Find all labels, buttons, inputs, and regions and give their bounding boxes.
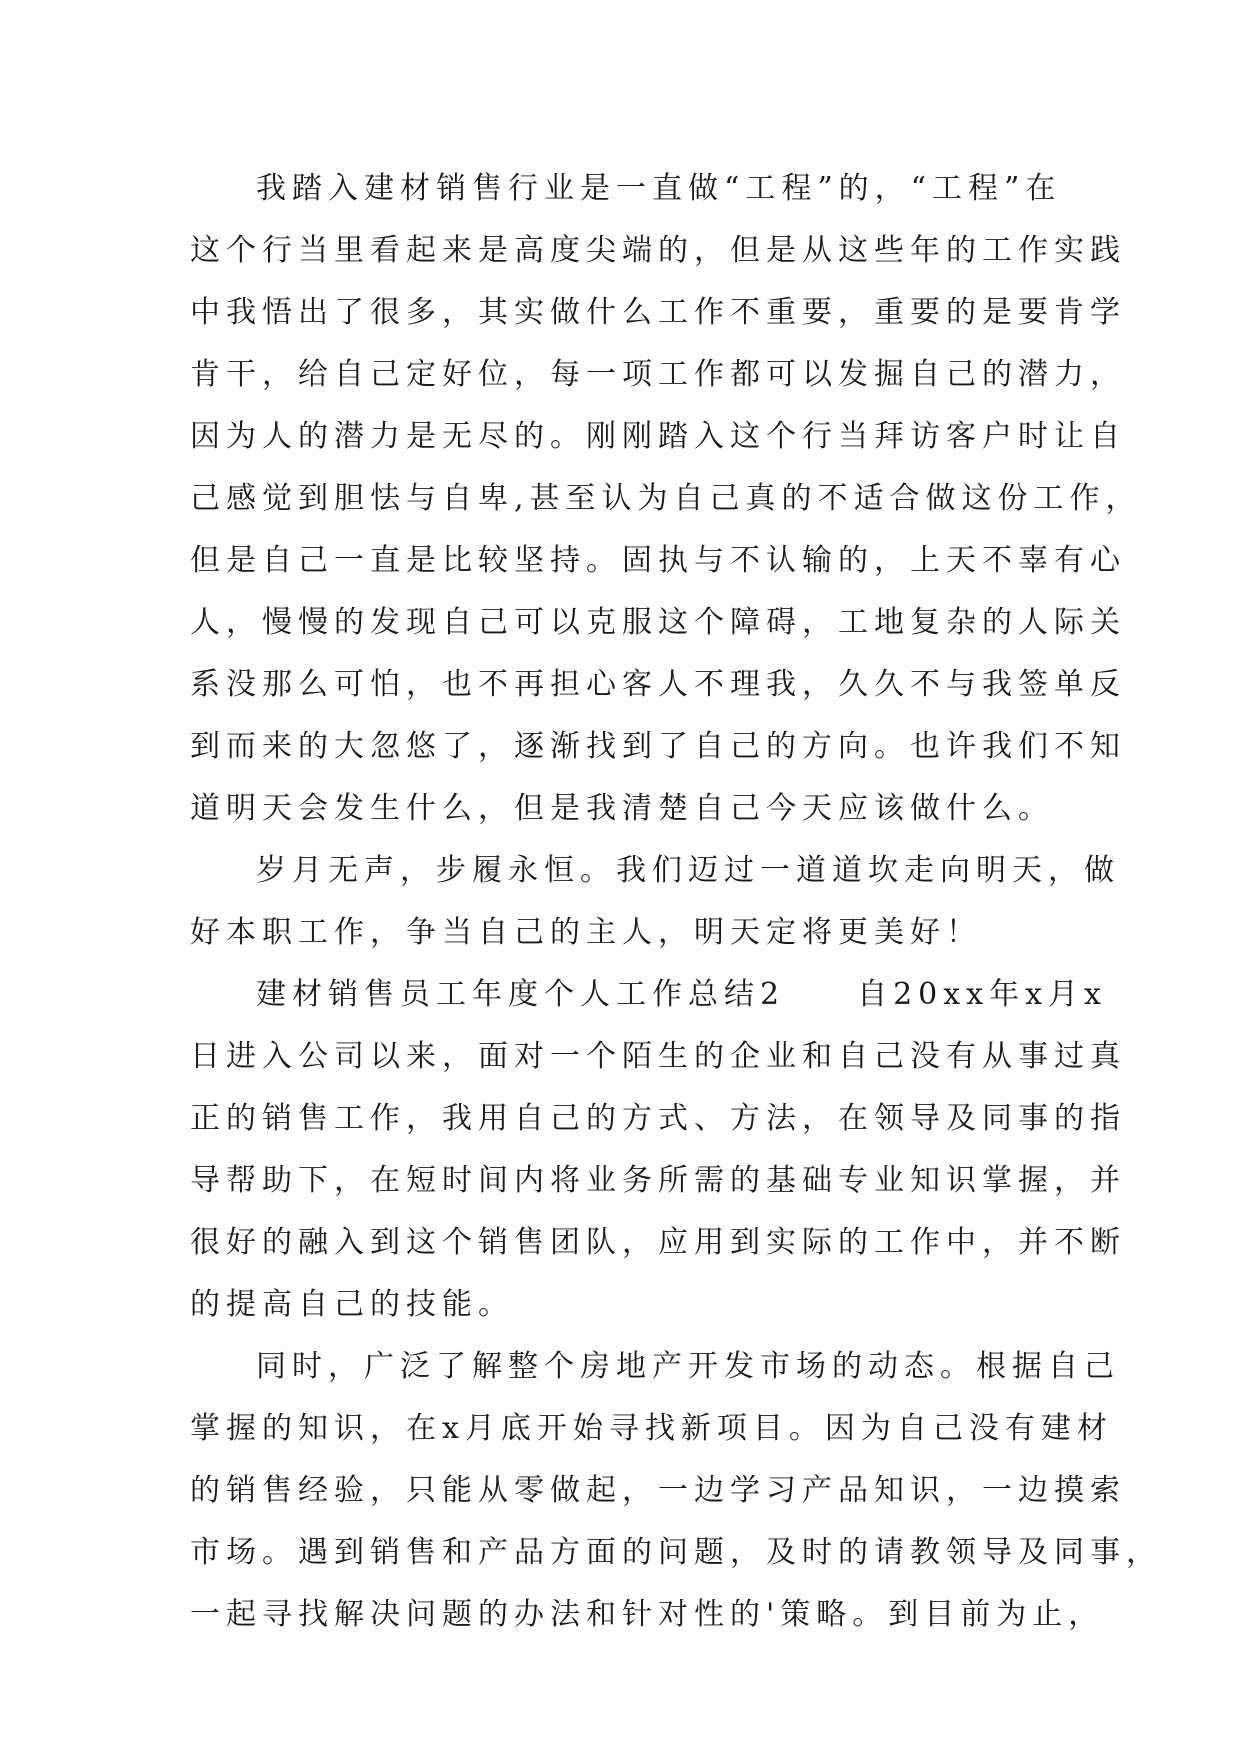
- text-line: 的提高自己的技能。: [190, 1287, 514, 1322]
- section-heading-line: 建材销售员工年度个人工作总结2 自20xx年x月x: [256, 977, 1107, 1012]
- text-line: 人，慢慢的发现自己可以克服这个障碍，工地复杂的人际关: [190, 605, 1126, 640]
- paragraph-2: [190, 840, 1120, 964]
- text-line: 系没那么可怕，也不再担心客人不理我，久久不与我签单反: [190, 667, 1126, 702]
- text-line: 的销售经验，只能从零做起，一边学习产品知识，一边摸索: [190, 1473, 1126, 1508]
- paragraph-1: [190, 158, 1142, 840]
- text-line: 很好的融入到这个销售团队，应用到实际的工作中，并不断: [190, 1225, 1126, 1260]
- text-line: 我踏入建材销售行业是一直做“工程”的，“工程”在: [256, 171, 1062, 206]
- paragraph-4: [190, 1336, 1162, 1646]
- document-body: [190, 158, 1162, 1646]
- text-line: 导帮助下，在短时间内将业务所需的基础专业知识掌握，并: [190, 1163, 1126, 1198]
- text-line: 中我悟出了很多，其实做什么工作不重要，重要的是要肯学: [190, 295, 1126, 330]
- paragraph-3: [190, 964, 1126, 1336]
- text-line: 这个行当里看起来是高度尖端的，但是从这些年的工作实践: [190, 233, 1126, 268]
- text-line: 岁月无声，步履永恒。我们迈过一道道坎走向明天，做: [256, 853, 1120, 888]
- text-line: 己感觉到胆怯与自卑,甚至认为自己真的不适合做这份工作，: [190, 481, 1142, 516]
- text-line: 好本职工作，争当自己的主人，明天定将更美好！: [190, 915, 982, 950]
- text-line: 正的销售工作，我用自己的方式、方法，在领导及同事的指: [190, 1101, 1126, 1136]
- text-line: 日进入公司以来，面对一个陌生的企业和自己没有从事过真: [190, 1039, 1126, 1074]
- text-line: 到而来的大忽悠了，逐渐找到了自己的方向。也许我们不知: [190, 729, 1126, 764]
- text-line: 但是自己一直是比较坚持。固执与不认输的，上天不辜有心: [190, 543, 1126, 578]
- text-line: 肯干，给自己定好位，每一项工作都可以发掘自己的潜力，: [190, 357, 1126, 392]
- text-line: 道明天会发生什么，但是我清楚自己今天应该做什么。: [190, 791, 1054, 826]
- text-line: 同时，广泛了解整个房地产开发市场的动态。根据自己: [256, 1349, 1120, 1384]
- text-line: 掌握的知识，在x月底开始寻找新项目。因为自己没有建材: [190, 1411, 1113, 1446]
- text-line: 因为人的潜力是无尽的。刚刚踏入这个行当拜访客户时让自: [190, 419, 1126, 454]
- text-line: 市场。遇到销售和产品方面的问题，及时的请教领导及同事，: [190, 1535, 1162, 1570]
- text-line: 一起寻找解决问题的办法和针对性的'策略。到目前为止，: [190, 1597, 1105, 1632]
